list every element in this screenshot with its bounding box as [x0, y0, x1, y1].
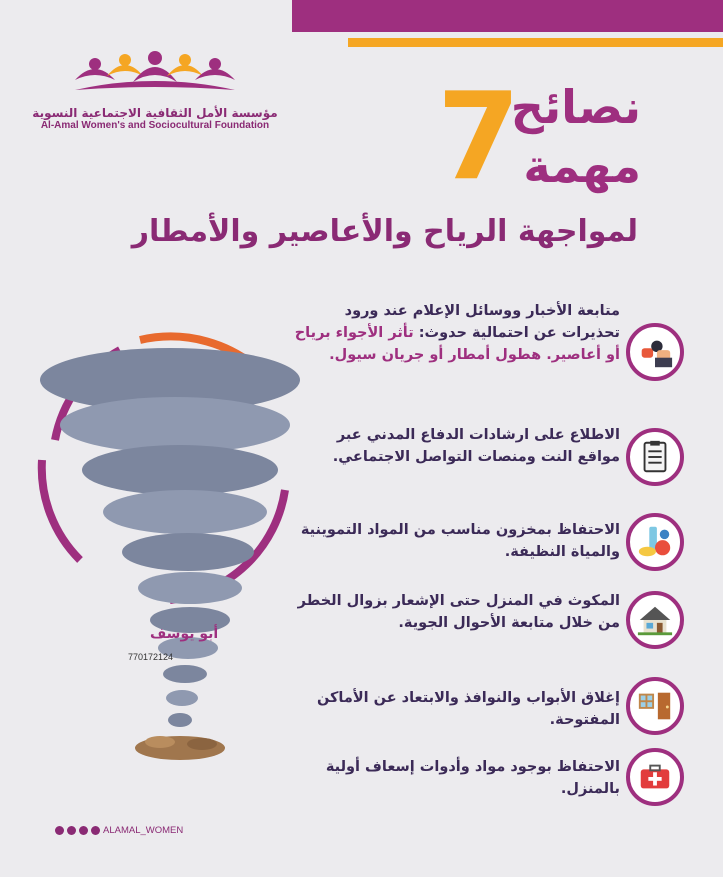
tip-4-icon-circle	[626, 591, 684, 649]
tip-4-text: المكوث في المنزل حتى الإشعار بزوال الخطر من خلال متابعة الأحوال الجوية.	[297, 593, 620, 631]
title-line-2: مهمة	[523, 139, 641, 193]
tip-6-text: الاحتفاظ بوجود مواد وأدوات إسعاف أولية بالمنزل.	[325, 759, 620, 797]
house-icon	[636, 601, 674, 639]
tip-6	[290, 756, 620, 800]
tip-5	[290, 687, 620, 731]
tip-1	[290, 300, 620, 366]
logo-name-arabic: مؤسسة الأمل الثقافية الاجتماعية النسوية	[32, 106, 278, 120]
footer	[55, 825, 183, 836]
microphone-icon	[636, 333, 674, 371]
supplies-icon	[636, 523, 674, 561]
tip-3	[290, 519, 620, 563]
top-bar-purple	[292, 0, 723, 32]
footer-handle[interactable]: ALAMAL_WOMEN	[103, 825, 184, 836]
tip-4	[290, 590, 620, 634]
tip-2-icon-circle	[626, 428, 684, 486]
first-aid-kit-icon	[636, 758, 674, 796]
tip-3-text: الاحتفاظ بمخزون مناسب من المواد التموينية والمياة النظيفة.	[300, 522, 620, 560]
tip-3-icon-circle	[626, 513, 684, 571]
tip-2-text: الاطلاع على ارشادات الدفاع المدني عبر مواقع النت ومنصات التواصل الاجتماعي.	[332, 427, 620, 465]
tip-5-icon-circle	[626, 677, 684, 735]
logo-figures-icon	[55, 50, 255, 100]
instagram-icon[interactable]	[79, 826, 88, 835]
tip-5-text: إغلاق الأبواب والنوافذ والابتعاد عن الأماكن المفتوحة.	[316, 690, 620, 728]
twitter-icon[interactable]	[67, 826, 76, 835]
youtube-icon[interactable]	[91, 826, 100, 835]
tip-1-icon-circle	[626, 323, 684, 381]
checklist-icon	[636, 438, 674, 476]
artist-phone: 770172124	[128, 652, 174, 662]
door-window-icon	[636, 687, 674, 725]
foundation-logo	[30, 50, 280, 140]
tornado-illustration	[30, 330, 320, 770]
title-line-1: نصائح	[510, 80, 641, 134]
title-subtitle: لمواجهة الرياح والأعاصير والأمطار	[131, 214, 638, 249]
tip-1-text: متابعة الأخبار ووسائل الإعلام عند ورود تحذيرات عن احتمالية حدوث:	[344, 303, 620, 341]
tip-6-icon-circle	[626, 748, 684, 806]
top-bar-orange	[348, 38, 723, 47]
title-number: 7	[437, 68, 521, 207]
logo-name-english: Al-Amal Women's and Sociocultural Foundation	[40, 120, 270, 131]
artist-signature: أبو يوسف	[150, 626, 219, 642]
tip-2	[290, 424, 620, 468]
facebook-icon[interactable]	[55, 826, 64, 835]
tip-1-highlight: تأثر الأجواء برياح أو أعاصير. هطول أمطار أو جريان سيول.	[294, 325, 620, 363]
